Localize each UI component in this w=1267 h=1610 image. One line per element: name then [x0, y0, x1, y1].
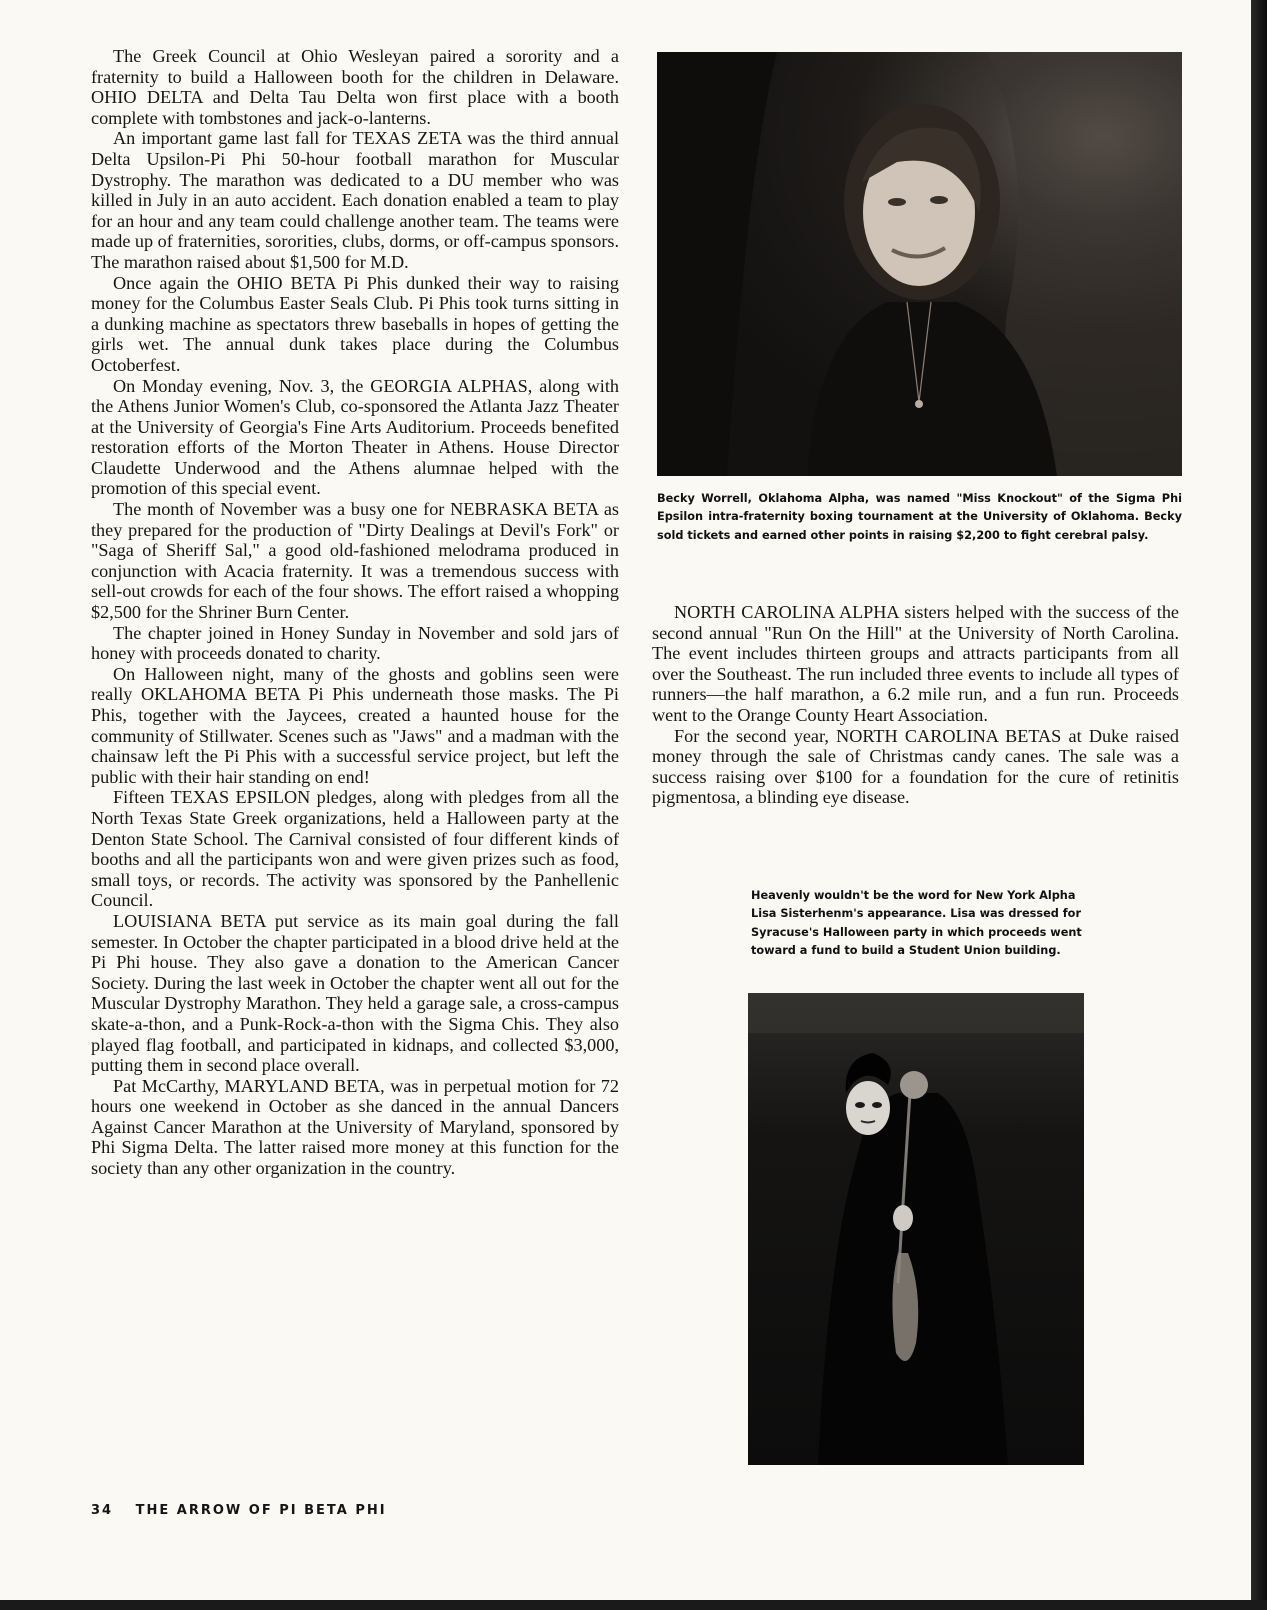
costume-illustration	[748, 993, 1084, 1465]
scan-edge-bottom	[0, 1600, 1267, 1610]
paragraph-honey-sunday: The chapter joined in Honey Sunday in November and sold jars of honey with proceeds donated to charity.	[91, 622, 619, 664]
left-column	[91, 46, 619, 1179]
paragraph-texas-epsilon: Fifteen TEXAS EPSILON pledges, along with pledges from all the North Texas State Greek organizations, held a Halloween party at the Denton State School. The Carnival consisted of four different kinds of booths and all the participants won and were given prizes such as food, small toys, or records. The activity was sponsored by the Panhellenic Council.	[91, 787, 619, 911]
paragraph-georgia-alphas: On Monday evening, Nov. 3, the GEORGIA ALPHAS, along with the Athens Junior Women's Club, co-sponsored the Atlanta Jazz Theater at the University of Georgia's Fine Arts Auditorium. Proceeds benefited restoration efforts of the Morton Theater in Athens. House Director Claudette Underwood and the Athens alumnae helped with the promotion of this special event.	[91, 375, 619, 499]
publication-title: THE ARROW OF PI BETA PHI	[135, 1503, 387, 1518]
paragraph-ohio-beta: Once again the OHIO BETA Pi Phis dunked their way to raising money for the Columbus Easter Seals Club. Pi Phis took turns sitting in a dunking machine as spectators threw baseballs in hopes of getting the girls wet. The annual dunk takes place during the Columbus Octoberfest.	[91, 272, 619, 375]
paragraph-texas-zeta: An important game last fall for TEXAS ZETA was the third annual Delta Upsilon-Pi Phi 50-hour football marathon for Muscular Dystrophy. The marathon was dedicated to a DU member who was killed in July in an auto accident. Each donation enabled a team to play for an hour and any team could challenge another team. The teams were made up of fraternities, sororities, clubs, dorms, or off-campus sponsors. The marathon raised about $1,500 for M.D.	[91, 128, 620, 272]
page-number: 34	[91, 1503, 114, 1518]
paragraph-north-carolina-betas: For the second year, NORTH CAROLINA BETAS at Duke raised money through the sale of Christmas candy canes. The sale was a success raising over $100 for a foundation for the cure of retinitis pigmentosa, a blinding eye disease.	[652, 725, 1179, 808]
caption-photo-lisa-sisterhenm: Heavenly wouldn't be the word for New York Alpha Lisa Sisterhenm's appearance. Lisa was dressed for Syracuse's Halloween party in which proceeds went toward a fund to build a Student Union building.	[751, 889, 1082, 958]
page-footer	[91, 1503, 387, 1518]
portrait-illustration	[657, 52, 1182, 476]
photo-becky-worrell	[657, 52, 1182, 476]
paragraph-north-carolina-alpha: NORTH CAROLINA ALPHA sisters helped with the success of the second annual "Run On the Hill" at the University of North Carolina. The event includes thirteen groups and attracts participants from all over the Southeast. The run included three events to include all types of runners—the half marathon, a 6.2 mile run, and a fun run. Proceeds went to the Orange County Heart Association.	[652, 602, 1179, 725]
right-column	[652, 602, 1179, 808]
paragraph-louisiana-beta: LOUISIANA BETA put service as its main goal during the fall semester. In October the chapter participated in a blood drive held at the Pi Phi house. They also gave a donation to the American Cancer Society. During the last week in October the chapter went all out for the Muscular Dystrophy Marathon. They held a garage sale, a cross-campus skate-a-thon, and a Punk-Rock-a-thon with the Sigma Chis. They also played flag football, and participated in kidnaps, and collected $3,000, putting them in second place overall.	[91, 910, 619, 1076]
paragraph-nebraska-beta: The month of November was a busy one for NEBRASKA BETA as they prepared for the production of "Dirty Dealings at Devil's Fork" or "Saga of Sheriff Sal," a good old-fashioned melodrama produced in conjunction with Acacia fraternity. It was a tremendous success with sell-out crowds for each of the four shows. The effort raised a whopping $2,500 for the Shriner Burn Center.	[91, 499, 619, 623]
paragraph-ohio-delta: The Greek Council at Ohio Wesleyan paired a sorority and a fraternity to build a Halloween booth for the children in Delaware. OHIO DELTA and Delta Tau Delta won first place with a booth complete with tombstones and jack-o-lanterns.	[91, 46, 619, 128]
caption-photo-becky-worrell: Becky Worrell, Oklahoma Alpha, was named "Miss Knockout" of the Sigma Phi Epsilon intra-fraternity boxing tournament at the University of Oklahoma. Becky sold tickets and earned other points in raising $2,200 to fight cerebral palsy.	[657, 492, 1182, 542]
paragraph-maryland-beta: Pat McCarthy, MARYLAND BETA, was in perpetual motion for 72 hours one weekend in October as she danced in the annual Dancers Against Cancer Marathon at the University of Maryland, sponsored by Phi Sigma Delta. The latter raised more money at this function for the society than any other organization in the country.	[91, 1075, 619, 1179]
scan-edge-right	[1251, 0, 1267, 1610]
photo-lisa-sisterhenm	[748, 993, 1084, 1465]
paragraph-oklahoma-beta: On Halloween night, many of the ghosts and goblins seen were really OKLAHOMA BETA Pi Phis underneath those masks. The Pi Phis, together with the Jaycees, created a haunted house for the community of Stillwater. Scenes such as "Jaws" and a madman with the chainsaw left the Pi Phis with a successful service project, but left the public with their hair standing on end!	[91, 663, 619, 787]
